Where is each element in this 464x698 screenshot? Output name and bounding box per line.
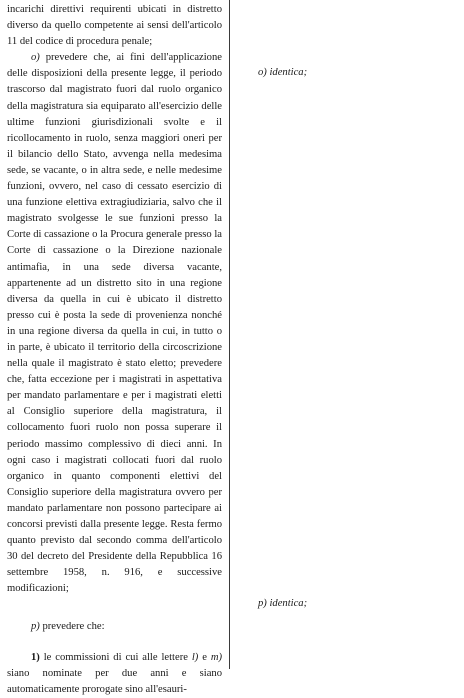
- column-divider: [229, 0, 230, 669]
- paragraph-gap: [7, 636, 222, 650]
- item-1-text-a: le commissioni di cui alle lettere: [43, 651, 188, 663]
- paragraph-p: [7, 619, 222, 635]
- letter-p: p): [31, 621, 40, 633]
- left-column: [7, 2, 222, 698]
- paragraph-gap: [7, 597, 222, 619]
- paragraph-p-text: prevedere che:: [42, 621, 105, 633]
- item-1-text-b: e: [202, 651, 207, 663]
- item-1-ref-l: l): [191, 651, 199, 663]
- item-1-ref-m: m): [210, 651, 223, 663]
- paragraph-o: [7, 50, 222, 597]
- right-note-o: o) identica;: [258, 67, 308, 78]
- item-1-number: 1): [31, 651, 40, 663]
- letter-o: o): [31, 52, 40, 64]
- right-note-p: p) identica;: [258, 598, 308, 609]
- item-1-text-c: siano nominate per due anni e siano automaticamente prorogate sino all'esauri-: [7, 667, 222, 695]
- paragraph-o-text: prevedere che, ai fini dell'applicazione delle disposizioni della presente legge, il periodo trascorso dal magistrato fuori dal ruolo organico della magistratura sia equiparato all'esercizio delle ultime funzioni giurisdizionali svolte e il ricollocamento in ruolo, senza maggiori oneri per il bilancio dello Stato, avvenga nella medesima sede, se vacante, o in altra sede, e nelle medesime funzioni, ovvero, nel caso di cessato esercizio di una funzione elettiva extragiudiziaria, salvo che il magistrato svolgesse le sue funzioni presso la Corte di cassazione o la Procura generale presso la Corte di cassazione o la Direzione nazionale antimafia, in una sede diversa vacante, appartenente ad un distretto sito in una regione diversa da quella in cui è ubicato il distretto presso cui è posta la sede di provenienza nonché in una regione diversa da quella in cui, in tutto o in parte, è ubicato il territorio della circoscrizione nella quale il magistrato è stato eletto; prevedere che, fatta eccezione per i magistrati in aspettativa per mandato parlamentare e per i magistrati eletti al Consiglio superiore della magistratura, il collocamento fuori ruolo non possa superare il periodo massimo complessivo di dieci anni. In ogni caso i magistrati collocati fuori dal ruolo organico in quanto componenti elettivi del Consiglio superiore della magistratura ovvero per mandato parlamentare non possono partecipare ai concorsi previsti dalla presente legge. Resta fermo quanto previsto dal secondo comma dell'articolo 30 del decreto del Presidente della Repubblica 16 settembre 1958, n. 916, e successive modificazioni;: [7, 52, 222, 595]
- continuation-paragraph: incarichi direttivi requirenti ubicati in distretto diverso da quello competente ai sensi dell'articolo 11 del codice di procedura penale;: [7, 4, 222, 48]
- item-1: [7, 650, 222, 698]
